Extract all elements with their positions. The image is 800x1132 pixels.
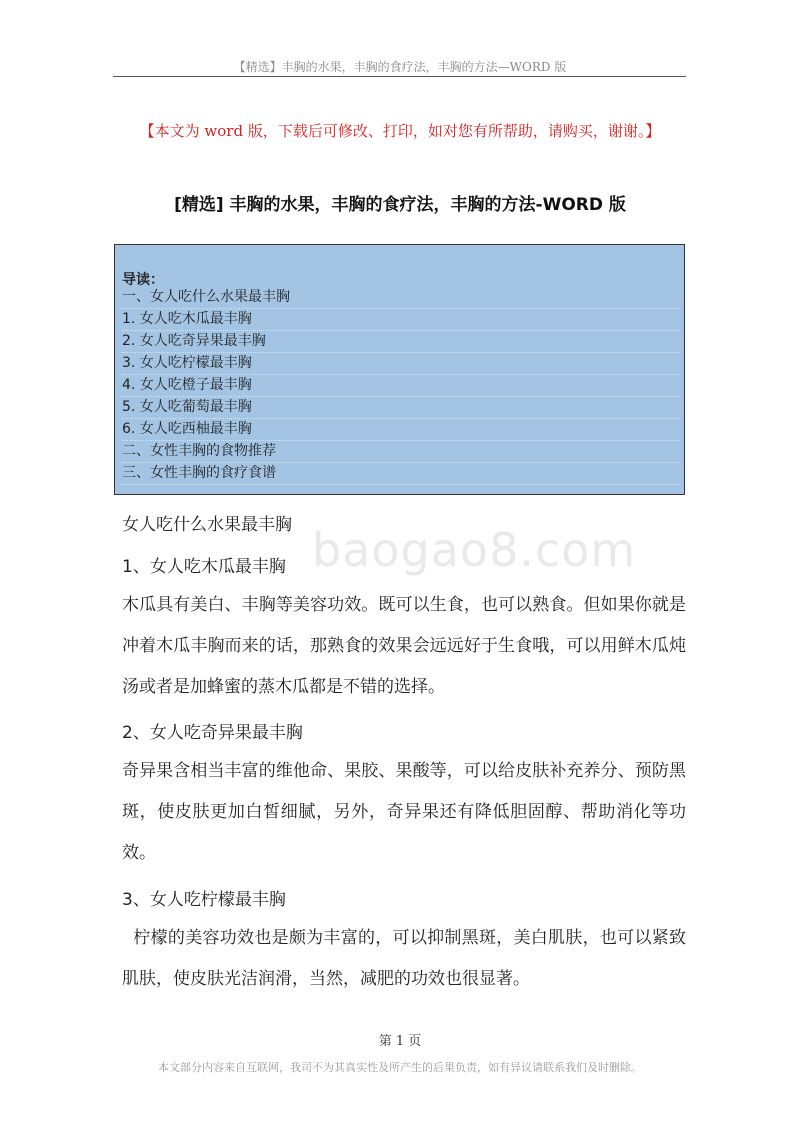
paragraph-lemon: 柠檬的美容功效也是颇为丰富的，可以抑制黑斑，美白肌肤，也可以紧致肌肤，使皮肤光洁润滑，当然，减肥的功效也很显著。 bbox=[122, 928, 687, 989]
paragraph-kiwi: 奇异果含相当丰富的维他命、果胶、果酸等，可以给皮肤补充养分、预防黑斑，使皮肤更加白皙细腻，另外，奇异果还有降低胆固醇、帮助消化等功效。 bbox=[122, 761, 686, 863]
page-footer: 本文部分内容来自互联网，我司不为其真实性及所产生的后果负责，如有异议请联系我们及时删除。 bbox=[158, 1061, 642, 1074]
toc-item[interactable]: 5. 女人吃葡萄最丰胸 bbox=[122, 397, 680, 419]
section-heading: 女人吃什么水果最丰胸 bbox=[122, 515, 292, 535]
toc-item[interactable]: 6. 女人吃西柚最丰胸 bbox=[122, 419, 680, 441]
toc-list bbox=[122, 287, 680, 485]
toc-item[interactable]: 一、女人吃什么水果最丰胸 bbox=[122, 287, 680, 309]
toc-item[interactable]: 三、女性丰胸的食疗食谱 bbox=[122, 463, 680, 485]
toc-item[interactable]: 二、女性丰胸的食物推荐 bbox=[122, 441, 680, 463]
toc-item[interactable]: 1. 女人吃木瓜最丰胸 bbox=[122, 309, 680, 331]
watermark: baogao8.com bbox=[312, 523, 637, 577]
paragraph-papaya: 木瓜具有美白、丰胸等美容功效。既可以生食，也可以熟食。但如果你就是冲着木瓜丰胸而来的话，那熟食的效果会远远好于生食哦，可以用鲜木瓜炖汤或者是加蜂蜜的蒸木瓜都是不错的选择。 bbox=[122, 595, 686, 697]
table-of-contents bbox=[114, 244, 685, 495]
page-header: 【精选】丰胸的水果，丰胸的食疗法，丰胸的方法—WORD 版 bbox=[233, 60, 567, 74]
toc-item[interactable]: 4. 女人吃橙子最丰胸 bbox=[122, 375, 680, 397]
toc-item[interactable]: 2. 女人吃奇异果最丰胸 bbox=[122, 331, 680, 353]
download-notice: 【本文为 word 版，下载后可修改、打印，如对您有所帮助，请购买，谢谢。】 bbox=[139, 122, 661, 140]
header-rule bbox=[113, 76, 686, 77]
subheading-kiwi: 2、女人吃奇异果最丰胸 bbox=[122, 723, 303, 743]
toc-heading: 导读： bbox=[122, 272, 164, 288]
toc-item[interactable]: 3. 女人吃柠檬最丰胸 bbox=[122, 353, 680, 375]
subheading-papaya: 1、女人吃木瓜最丰胸 bbox=[122, 557, 286, 577]
document-title: [精选] 丰胸的水果，丰胸的食疗法，丰胸的方法-WORD 版 bbox=[174, 195, 626, 215]
page-number: 第 1 页 bbox=[378, 1034, 422, 1049]
subheading-lemon: 3、女人吃柠檬最丰胸 bbox=[122, 890, 286, 910]
